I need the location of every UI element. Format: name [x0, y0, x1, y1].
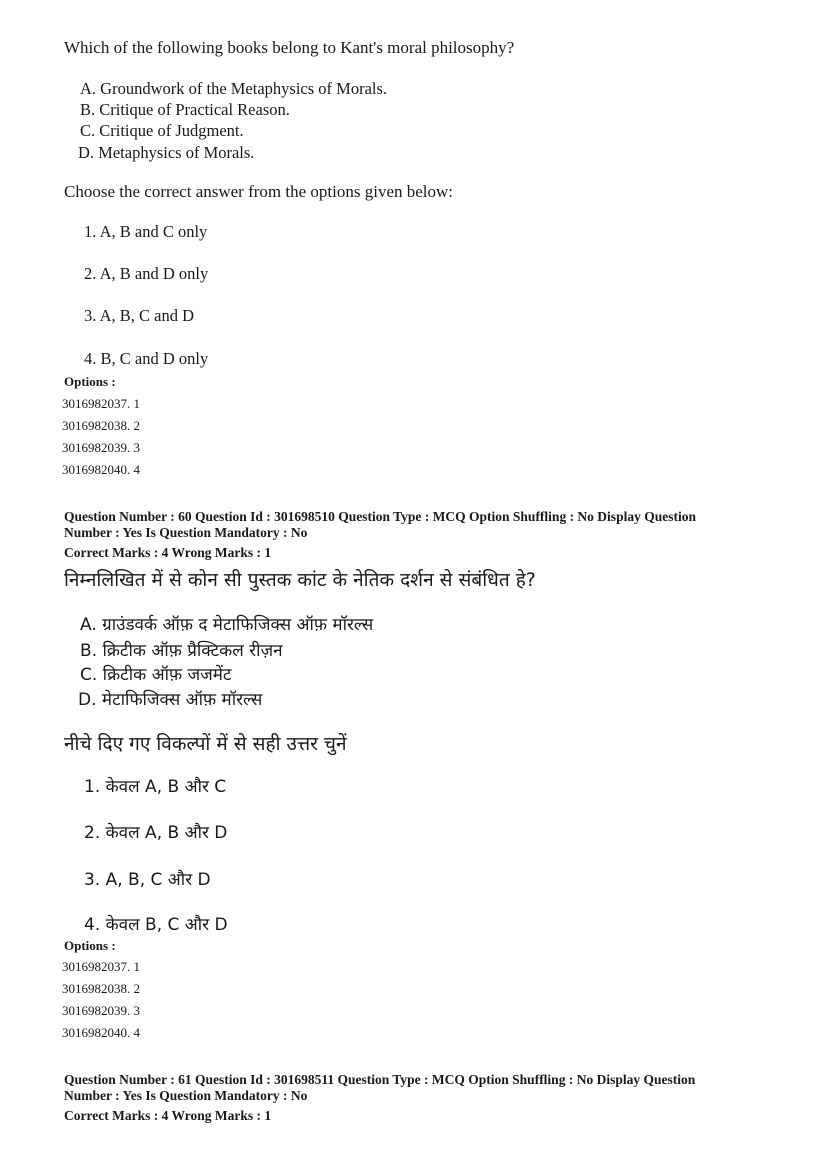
options-label: Options :	[64, 374, 116, 389]
option-id: 3016982040. 4	[62, 462, 140, 477]
question-text-hindi: निम्नलिखित में से कोन सी पुस्तक कांट के नेतिक दर्शन से संबंधित हे?	[64, 569, 536, 591]
answer-choice-3: 3. A, B, C and D	[84, 306, 195, 325]
instruction-text-hindi: नीचे दिए गए विकल्पों में से सही उत्तर चुनें	[64, 733, 347, 755]
option-id: 3016982037. 1	[62, 959, 140, 974]
options-label: Options :	[64, 938, 116, 953]
answer-choice-4: 4. B, C and D only	[84, 349, 209, 368]
option-id: 3016982038. 2	[62, 981, 140, 996]
statement-item-b-hindi: B. क्रिटीक ऑफ़ प्रैक्टिकल रीज़न	[80, 641, 283, 661]
statement-item-a: A. Groundwork of the Metaphysics of Morals.	[80, 79, 388, 98]
option-id: 3016982038. 2	[62, 418, 140, 433]
answer-choice-2: 2. A, B and D only	[84, 264, 209, 283]
question-meta-line2: Number : Yes Is Question Mandatory : No	[64, 1088, 308, 1103]
option-id: 3016982037. 1	[62, 396, 140, 411]
statement-item-a-hindi: A. ग्राउंडवर्क ऑफ़ द मेटाफिजिक्स ऑफ़ मॉरल्स	[80, 615, 374, 635]
answer-choice-1: 1. A, B and C only	[84, 222, 208, 241]
option-id: 3016982039. 3	[62, 1003, 140, 1018]
answer-choice-2-hindi: 2. केवल A, B और D	[84, 823, 228, 843]
statement-item-d-hindi: D. मेटाफिजिक्स ऑफ़ मॉरल्स	[78, 690, 263, 710]
answer-choice-4-hindi: 4. केवल B, C और D	[84, 915, 228, 935]
statement-item-d: D. Metaphysics of Morals.	[78, 143, 255, 162]
option-id: 3016982039. 3	[62, 440, 140, 455]
question-meta-line2: Number : Yes Is Question Mandatory : No	[64, 525, 308, 540]
statement-item-c: C. Critique of Judgment.	[80, 121, 244, 140]
statement-item-b: B. Critique of Practical Reason.	[80, 100, 290, 119]
question-text: Which of the following books belong to Kant's moral philosophy?	[64, 38, 515, 57]
answer-choice-3-hindi: 3. A, B, C और D	[84, 870, 211, 890]
question-marks: Correct Marks : 4 Wrong Marks : 1	[64, 545, 272, 560]
option-id: 3016982040. 4	[62, 1025, 140, 1040]
question-meta-line1: Question Number : 61 Question Id : 301698511 Question Type : MCQ Option Shuffling : No Display Question	[64, 1072, 696, 1087]
answer-choice-1-hindi: 1. केवल A, B और C	[84, 777, 227, 797]
statement-item-c-hindi: C. क्रिटीक ऑफ़ जजमेंट	[80, 665, 232, 685]
instruction-text: Choose the correct answer from the options given below:	[64, 182, 454, 201]
question-meta-line1: Question Number : 60 Question Id : 301698510 Question Type : MCQ Option Shuffling : No Display Question	[64, 509, 696, 524]
question-marks: Correct Marks : 4 Wrong Marks : 1	[64, 1108, 272, 1123]
